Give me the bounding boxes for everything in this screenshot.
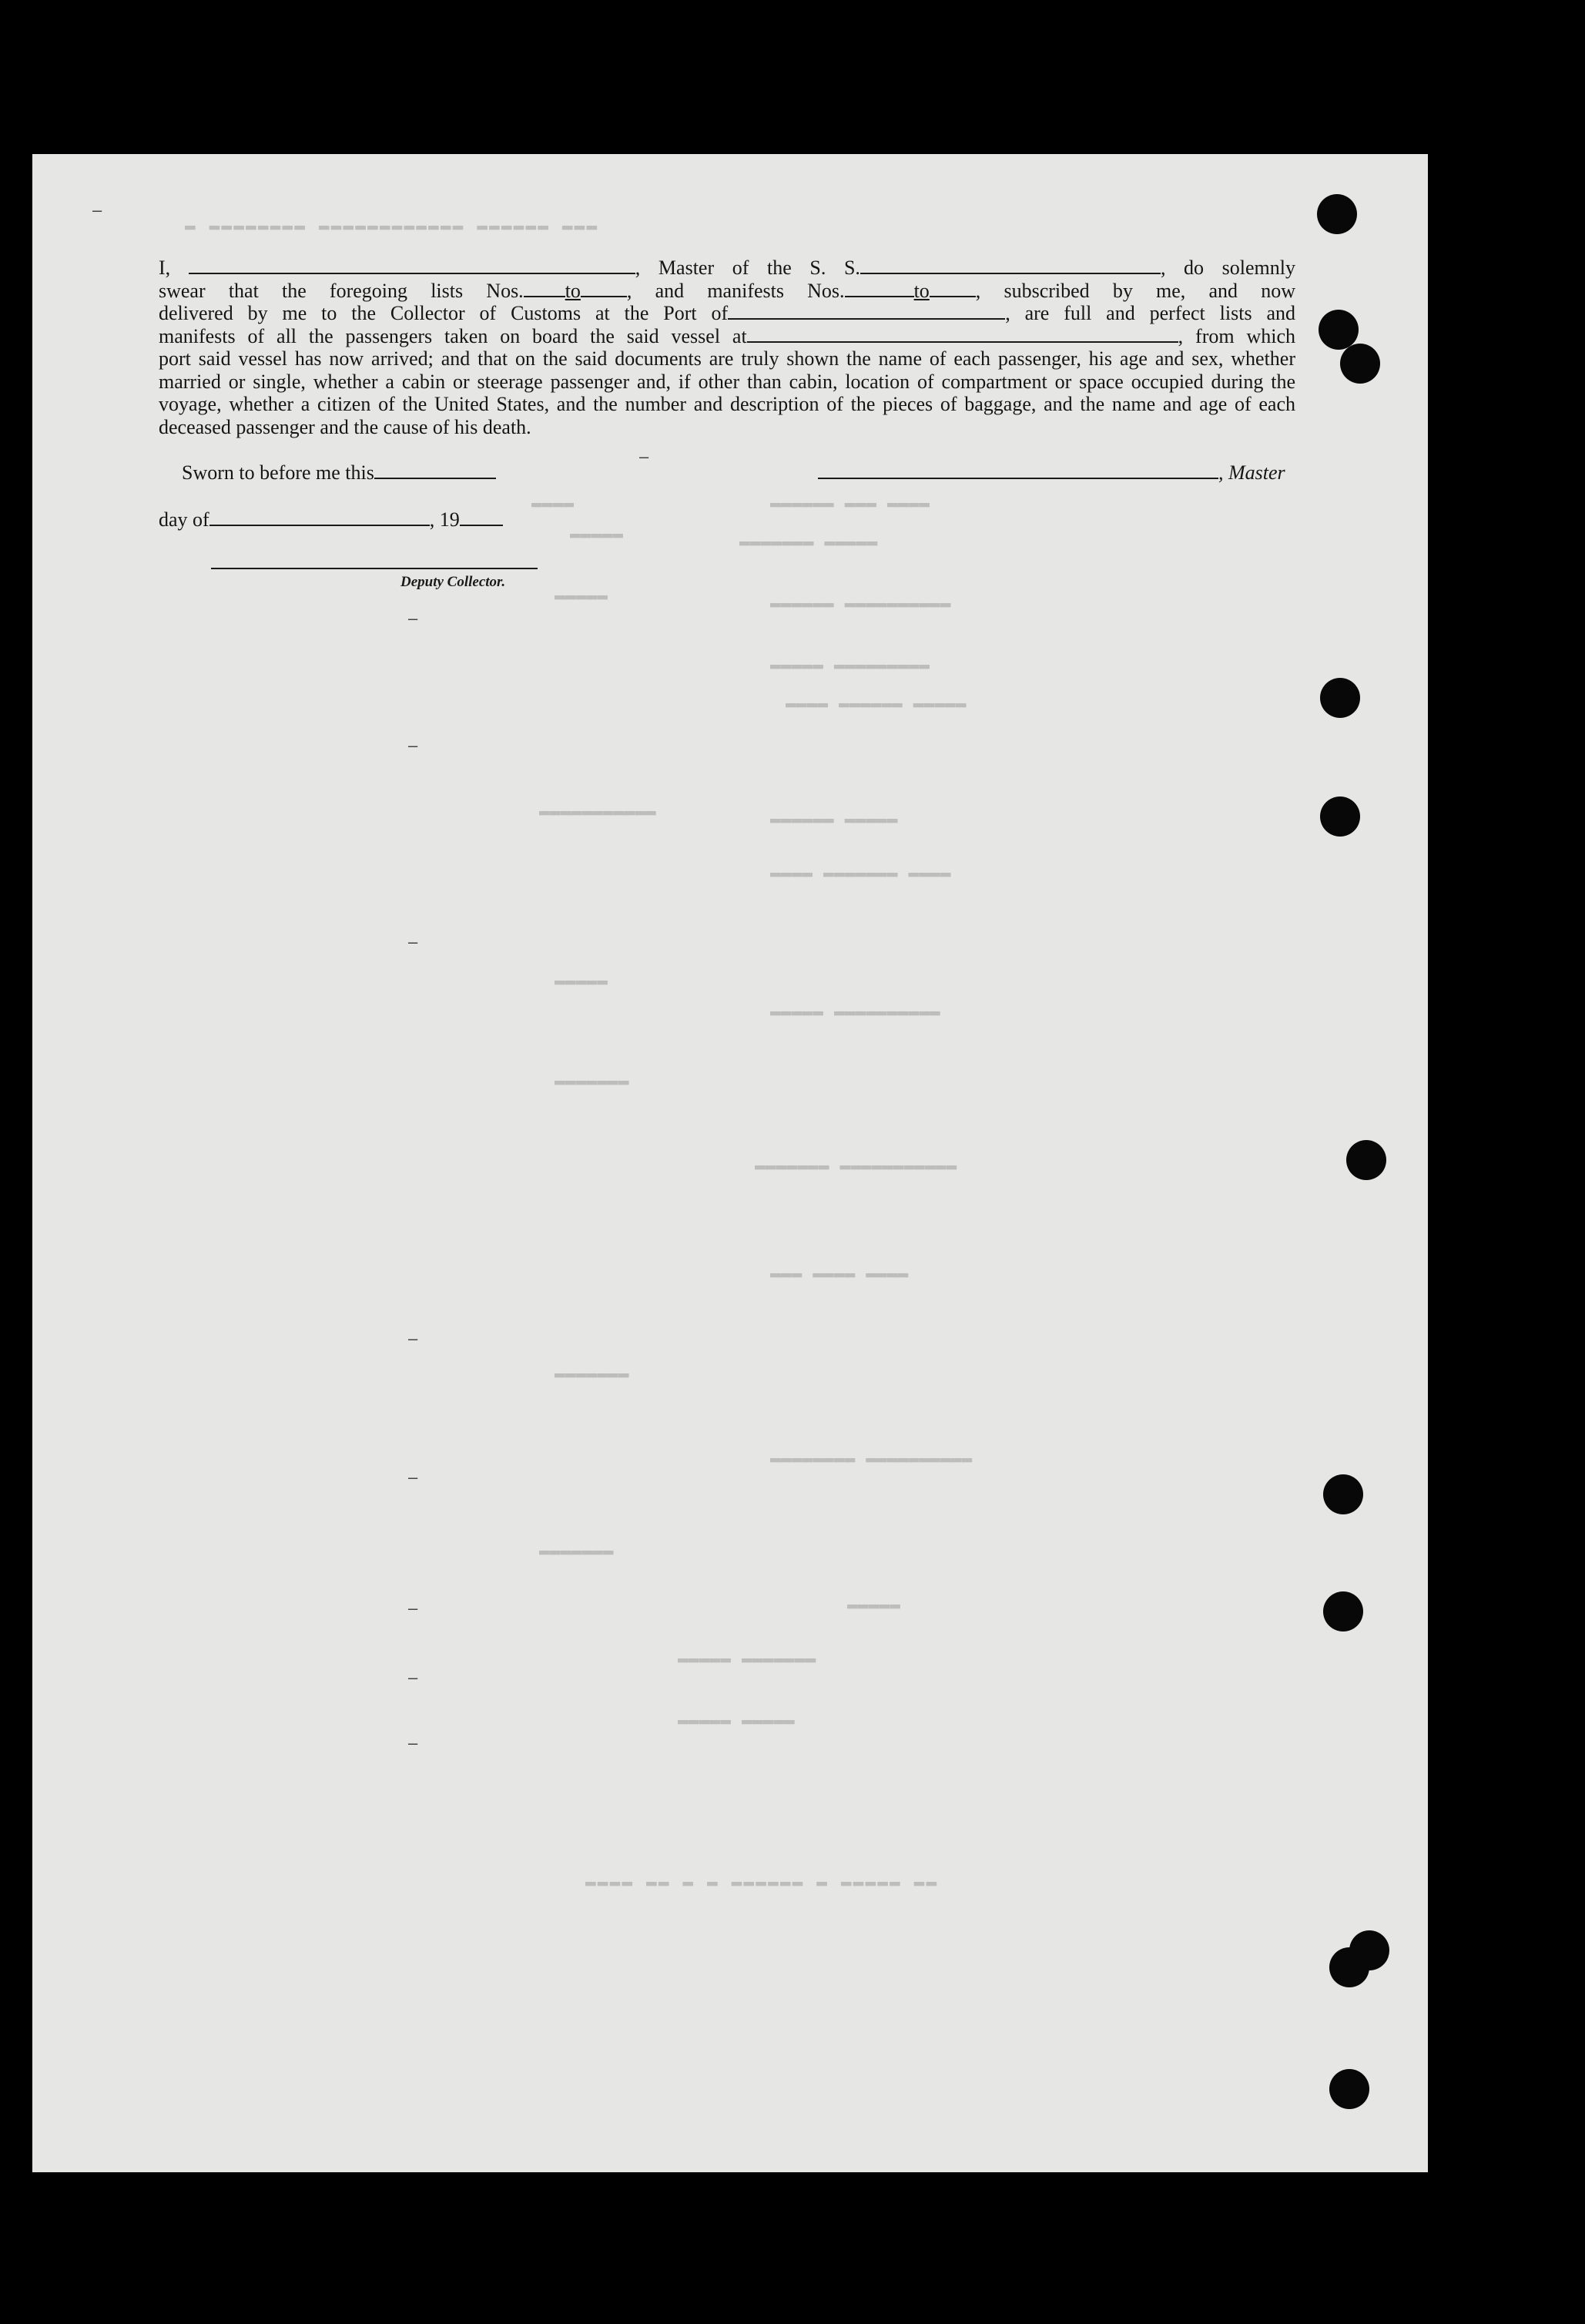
punch-hole (1340, 344, 1380, 384)
oath-text: , are full and perfect lists and (1005, 302, 1295, 324)
departure-port-field[interactable] (747, 326, 1178, 343)
deputy-collector-label: Deputy Collector. (400, 574, 506, 590)
list-to-field[interactable] (581, 280, 627, 297)
bleed-through-text: ▬▬▬▬▬▬▬ (555, 1363, 629, 1383)
bleed-through-text: ▬▬▬▬▬ ▬▬▬▬▬▬▬▬▬▬ (770, 1001, 940, 1021)
margin-mark: – (639, 447, 649, 466)
bleed-through-text: ▬▬▬▬▬▬ ▬▬▬ ▬▬▬▬ (770, 493, 930, 513)
deputy-signature-field[interactable] (211, 568, 538, 569)
bleed-through-text: ▬▬▬ ▬▬▬▬ ▬▬▬▬ (770, 1263, 909, 1283)
bleed-through-text: ▬▬▬▬▬▬▬▬▬▬▬ (539, 801, 656, 821)
bleed-through-text: ▬▬▬▬▬ (847, 1595, 901, 1615)
punch-hole (1323, 1591, 1363, 1631)
bleed-through-text: ▬▬▬▬▬ (570, 524, 624, 544)
oath-text: , Master of the S. S. (635, 257, 860, 279)
margin-mark: – (408, 1467, 418, 1487)
bleed-through-text: ▬▬▬▬▬▬▬ (555, 1071, 629, 1091)
punch-hole (1320, 796, 1360, 837)
sworn-line (182, 461, 496, 485)
margin-mark: – (408, 1668, 418, 1687)
oath-text: port said vessel has now arrived; and that on the said documents are truly shown the name of each passenger, his age and sex, whether married or single, whether a cabin or steerage passenger and, if other than cabin, location of compartment or space occupied during the voyage, whether a citizen of the United States, and the number and description of the pieces of baggage, and the name and age of each deceased passenger and the cause of his death. (159, 347, 1295, 438)
bleed-through-text: ▬▬▬▬▬▬ ▬▬▬▬▬▬▬▬▬▬ (770, 593, 951, 613)
sworn-date-field[interactable] (374, 462, 496, 479)
oath-paragraph (159, 257, 1295, 438)
punch-hole (1320, 678, 1360, 718)
punch-hole (1329, 1947, 1369, 1987)
oath-text: , do solemnly (1160, 257, 1296, 279)
bleed-through-text: ▬▬▬▬▬ ▬▬▬▬▬ (678, 1710, 795, 1730)
bleed-through-text: ▬▬▬▬▬▬▬ ▬▬▬▬▬ (739, 532, 878, 552)
bleed-through-text: ▬▬▬▬ ▬▬▬▬▬▬ ▬▬▬▬▬ (786, 693, 967, 713)
master-signature-field[interactable] (818, 462, 1218, 479)
master-label: , Master (1218, 461, 1285, 484)
sworn-label: Sworn to before me this (182, 461, 374, 484)
bleed-through-text: ▬▬▬▬▬ ▬▬▬▬▬▬▬ (678, 1648, 816, 1668)
oath-text: to (913, 279, 930, 302)
margin-mark: – (92, 200, 102, 220)
bleed-through-text: ▬▬▬▬▬ ▬▬▬▬▬▬▬▬▬ (770, 655, 930, 675)
punch-hole (1323, 1474, 1363, 1514)
list-from-field[interactable] (524, 280, 565, 297)
punch-hole (1346, 1140, 1386, 1180)
oath-text: manifests of all the passengers taken on board the said vessel at (159, 324, 747, 347)
year-field[interactable] (460, 509, 503, 526)
bleed-through-text: ▬▬▬▬▬▬▬ ▬▬▬▬▬▬▬▬▬▬▬ (755, 1155, 957, 1175)
day-month-field[interactable] (209, 509, 430, 526)
oath-text: , subscribed by me, and now (975, 279, 1295, 302)
punch-hole (1329, 2069, 1369, 2109)
vessel-name-field[interactable] (860, 257, 1161, 274)
margin-mark: – (408, 1733, 418, 1752)
manifest-to-field[interactable] (930, 280, 976, 297)
bleed-through-text: ▬▬▬▬▬▬▬▬ ▬▬▬▬▬▬▬▬▬▬ (770, 1448, 973, 1468)
oath-text: to (565, 279, 581, 302)
bleed-through-text: ▬▬▬▬▬ (555, 585, 608, 605)
port-field[interactable] (728, 303, 1005, 320)
year-label: , 19 (429, 508, 460, 531)
oath-text: swear that the foregoing lists Nos. (159, 279, 524, 302)
bleed-through-text: ▬▬▬▬▬ (555, 971, 608, 991)
bleed-through-text: ▬▬▬▬ ▬▬▬▬▬▬▬ ▬▬▬▬ (770, 863, 951, 883)
bleed-through-text: ▬▬▬▬▬▬ ▬▬▬▬▬ (770, 809, 898, 829)
master-name-field[interactable] (189, 257, 635, 274)
oath-text: , from which (1178, 324, 1295, 347)
margin-mark: – (408, 736, 418, 755)
punch-hole (1317, 194, 1357, 234)
day-line (159, 508, 503, 532)
document-scan (32, 154, 1428, 2172)
bleed-through-text: ▬▬▬▬▬▬▬ (539, 1541, 614, 1561)
margin-mark: – (408, 1598, 418, 1618)
bleed-through-text: ▬▬▬▬ ▬▬ ▬ ▬ ▬▬▬▬▬▬ ▬ ▬▬▬▬▬ ▬▬ (585, 1872, 939, 1892)
day-label: day of (159, 508, 209, 531)
bleed-through-text: ▬▬▬▬ (531, 493, 575, 513)
margin-mark: – (408, 1329, 418, 1348)
master-signature-line (818, 461, 1285, 485)
margin-mark: – (408, 609, 418, 628)
margin-mark: – (408, 932, 418, 951)
punch-hole (1319, 310, 1359, 350)
oath-text: I, (159, 257, 171, 279)
oath-text: delivered by me to the Collector of Customs at the Port of (159, 302, 729, 324)
bleed-through-text: ▬ ▬▬▬▬▬▬▬▬ ▬▬▬▬▬▬▬▬▬▬▬▬ ▬▬▬▬▬▬ ▬▬▬ (185, 216, 599, 236)
oath-text: , and manifests Nos. (626, 279, 845, 302)
manifest-from-field[interactable] (845, 280, 914, 297)
